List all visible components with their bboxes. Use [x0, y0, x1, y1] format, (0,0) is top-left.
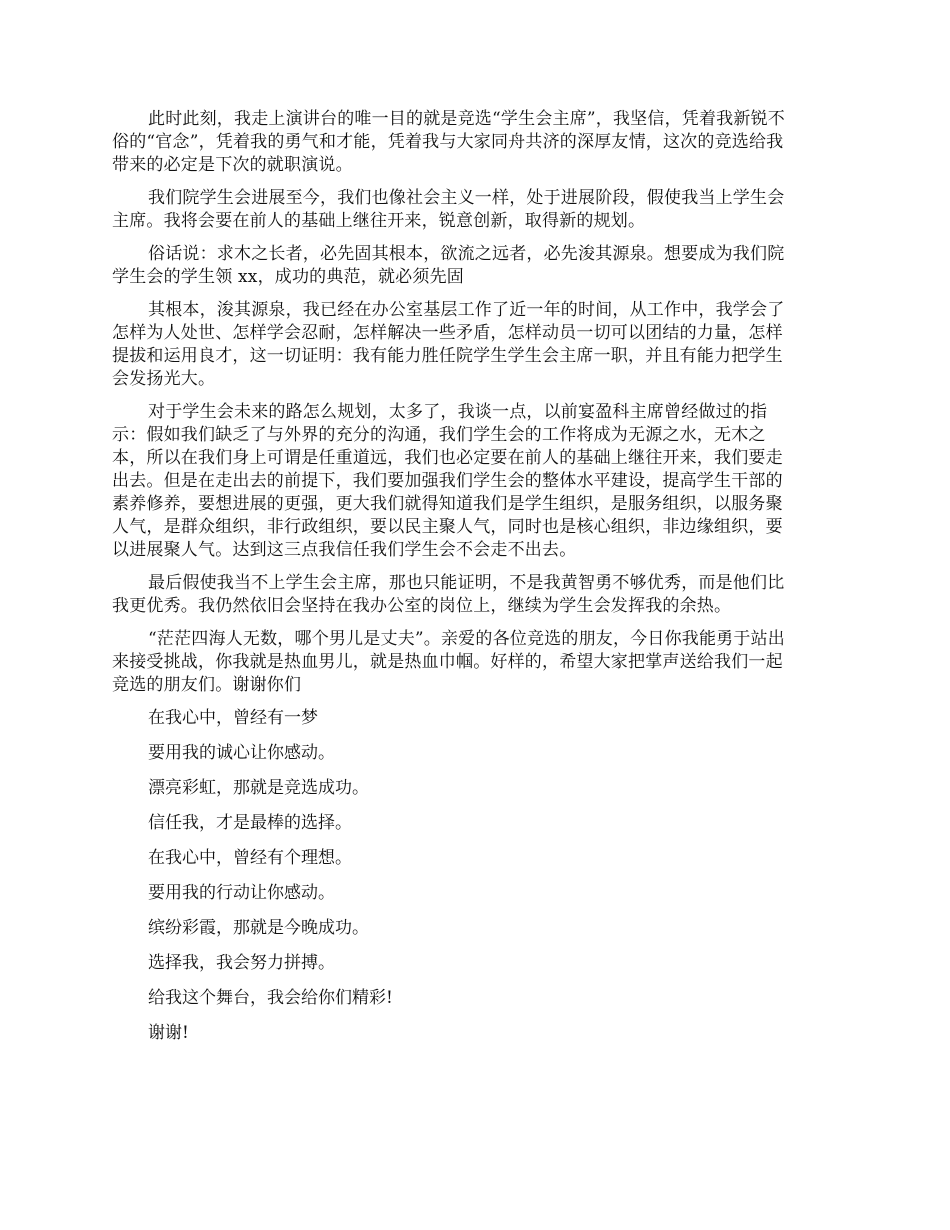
poem-line-9: 给我这个舞台，我会给你们精彩!: [148, 988, 393, 1008]
paragraph-3: 俗话说：求木之长者，必先固其根本，欲流之远者，必先浚其源泉。想要成为我们院 学生会的学生领 xx，成功的典范，就必须先固: [112, 244, 785, 287]
paragraph-1: 此时此刻，我走上演讲台的唯一目的就是竞选“学生会主席”，我坚信，凭着我新锐不 俗的“官念”，凭着我的勇气和才能，凭着我与大家同舟共济的深厚友情，这次的竞选给我 带来的必定是下次的就职演说。: [112, 109, 785, 175]
paragraph-7: “茫茫四海人无数，哪个男儿是丈夫”。亲爱的各位竞选的朋友，今日你我能勇于站出 来接受挑战，你我就是热血男儿，就是热血巾帼。好样的，希望大家把掌声送给我们一起 竞选的朋友们。谢谢你们: [112, 629, 785, 695]
poem-line-7: 缤纷彩霞，那就是今晚成功。: [148, 918, 369, 938]
poem-line-8: 选择我，我会努力拼搏。: [148, 953, 335, 973]
poem-line-4: 信任我，才是最棒的选择。: [148, 813, 352, 833]
paragraph-6: 最后假使我当不上学生会主席，那也只能证明，不是我黄智勇不够优秀，而是他们比 我更优秀。我仍然依旧会坚持在我办公室的岗位上，继续为学生会发挥我的余热。: [112, 573, 785, 616]
poem-line-2: 要用我的诚心让你感动。: [148, 743, 335, 763]
closing-thanks: 谢谢!: [148, 1023, 189, 1043]
paragraph-2: 我们院学生会进展至今，我们也像社会主义一样，处于进展阶段，假使我当上学生会 主席。我将会要在前人的基础上继往开来，锐意创新，取得新的规划。: [112, 188, 785, 231]
document-page: [112, 108, 838, 1057]
poem-line-6: 要用我的行动让你感动。: [148, 883, 335, 903]
poem-line-1: 在我心中，曾经有一梦: [148, 708, 318, 728]
paragraph-5: 对于学生会未来的路怎么规划，太多了，我谈一点，以前宴盈科主席曾经做过的指 示：假如我们缺乏了与外界的充分的沟通，我们学生会的工作将成为无源之水，无木之 本，所以在我们身上可谓是任重道远，我们也必定要在前人的基础上继往开来，我们要走 出去。但是在走出去的前提下，我们要加强我们学生会的整体水平建设，提高学生干部的 素养修养，要想进展的更强，更大我们就得知道我们是学生组织，是服务组织，以服务聚 人气，是群众组织，非行政组织，要以民主聚人气，同时也是核心组织，非边缘组织，要 以进展聚人气。达到这三点我信任我们学生会不会走不出去。: [112, 402, 783, 560]
poem-line-3: 漂亮彩虹，那就是竞选成功。: [148, 778, 369, 798]
paragraph-4: 其根本，浚其源泉，我已经在办公室基层工作了近一年的时间，从工作中，我学会了 怎样为人处世、怎样学会忍耐，怎样解决一些矛盾，怎样动员一切可以团结的力量，怎样 提拔和运用良才，这一切证明：我有能力胜任院学生学生会主席一职，并且有能力把学生 会发扬光大。: [112, 300, 785, 389]
poem-line-5: 在我心中，曾经有个理想。: [148, 848, 352, 868]
